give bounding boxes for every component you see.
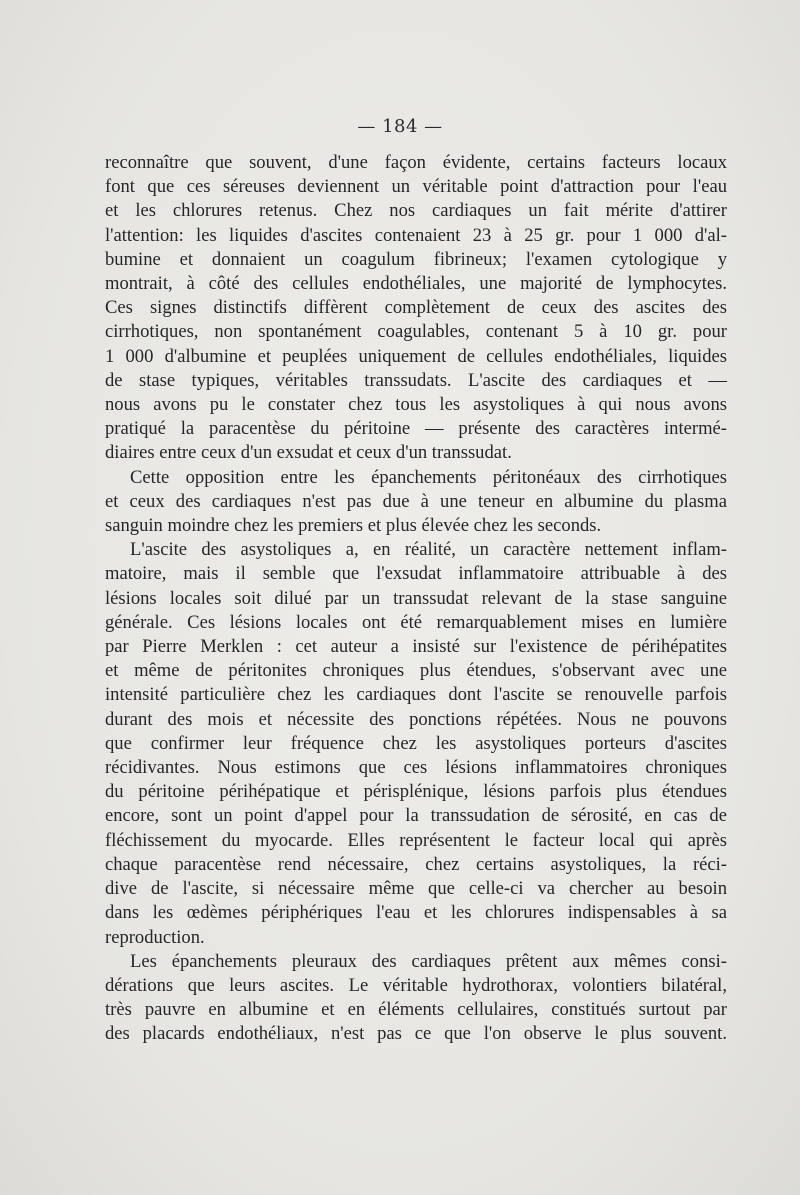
text-line: chaque paracentèse rend nécessaire, chez certains asystoliques, la réci-: [105, 853, 727, 875]
text-line: nous avons pu le constater chez tous les asystoliques à qui nous avons: [105, 394, 727, 416]
text-line: sanguin moindre chez les premiers et plus élevée chez les seconds.: [105, 515, 602, 537]
text-line: récidivantes. Nous estimons que ces lésions inflammatoires chroniques: [105, 757, 727, 779]
text-line: Les épanchements pleuraux des cardiaques prêtent aux mêmes consi-: [130, 950, 727, 972]
body-text: [105, 151, 727, 1047]
text-line: et même de péritonites chroniques plus étendues, s'observant avec une: [105, 660, 727, 682]
text-line: encore, sont un point d'appel pour la transsudation de sérosité, en cas de: [105, 805, 727, 827]
text-line: très pauvre en albumine et en éléments cellulaires, constitués surtout par: [105, 999, 727, 1021]
text-line: générale. Ces lésions locales ont été remarquablement mises en lumière: [105, 611, 727, 633]
text-line: font que ces séreuses deviennent un véritable point d'attraction pour l'eau: [105, 176, 727, 198]
text-line: du péritoine périhépatique et périsplénique, lésions parfois plus étendues: [105, 781, 727, 803]
text-line: reconnaître que souvent, d'une façon évidente, certains facteurs locaux: [105, 152, 727, 173]
text-line: par Pierre Merklen : cet auteur a insisté sur l'existence de périhépatites: [105, 636, 727, 658]
text-line: montrait, à côté des cellules endothéliales, une majorité de lymphocytes.: [105, 273, 727, 295]
text-line: lésions locales soit dilué par un transsudat relevant de la stase sanguine: [105, 587, 727, 609]
text-line: cirrhotiques, non spontanément coagulables, contenant 5 à 10 gr. pour: [105, 321, 727, 343]
text-line: et les chlorures retenus. Chez nos cardiaques un fait mérite d'attirer: [105, 200, 727, 222]
page-number: — 184 —: [357, 116, 443, 137]
text-line: intensité particulière chez les cardiaques dont l'ascite se renouvelle parfois: [105, 684, 727, 706]
text-line: 1 000 d'albumine et peuplées uniquement de cellules endothéliales, liquides: [105, 345, 727, 367]
text-line: fléchissement du myocarde. Elles représentent le facteur local qui après: [105, 829, 727, 851]
text-line: matoire, mais il semble que l'exsudat inflammatoire attribuable à des: [105, 563, 727, 585]
text-line: dans les œdèmes périphériques l'eau et les chlorures indispensables à sa: [105, 902, 727, 924]
text-line: l'attention: les liquides d'ascites contenaient 23 à 25 gr. pour 1 000 d'al-: [105, 224, 727, 246]
text-line: de stase typiques, véritables transsudats. L'ascite des cardiaques et —: [105, 369, 727, 391]
text-line: reproduction.: [105, 926, 205, 948]
text-line: pratiqué la paracentèse du péritoine — présente des caractères intermé-: [105, 418, 727, 440]
text-line: bumine et donnaient un coagulum fibrineux; l'examen cytologique y: [105, 248, 727, 270]
text-line: et ceux des cardiaques n'est pas due à une teneur en albumine du plasma: [105, 490, 727, 512]
text-line: Ces signes distinctifs diffèrent complètement de ceux des ascites des: [105, 297, 727, 319]
text-line: L'ascite des asystoliques a, en réalité, un caractère nettement inflam-: [130, 539, 727, 561]
text-line: diaires entre ceux d'un exsudat et ceux d'un transsudat.: [105, 442, 512, 464]
text-line: des placards endothéliaux, n'est pas ce que l'on observe le plus souvent.: [105, 1023, 727, 1045]
text-line: dive de l'ascite, si nécessaire même que celle-ci va chercher au besoin: [105, 878, 727, 900]
text-line: que confirmer leur fréquence chez les asystoliques porteurs d'ascites: [105, 732, 727, 754]
text-line: dérations que leurs ascites. Le véritable hydrothorax, volontiers bilatéral,: [105, 974, 727, 996]
text-line: durant des mois et nécessite des ponctions répétées. Nous ne pouvons: [105, 708, 727, 730]
text-line: Cette opposition entre les épanchements péritonéaux des cirrhotiques: [130, 466, 727, 488]
